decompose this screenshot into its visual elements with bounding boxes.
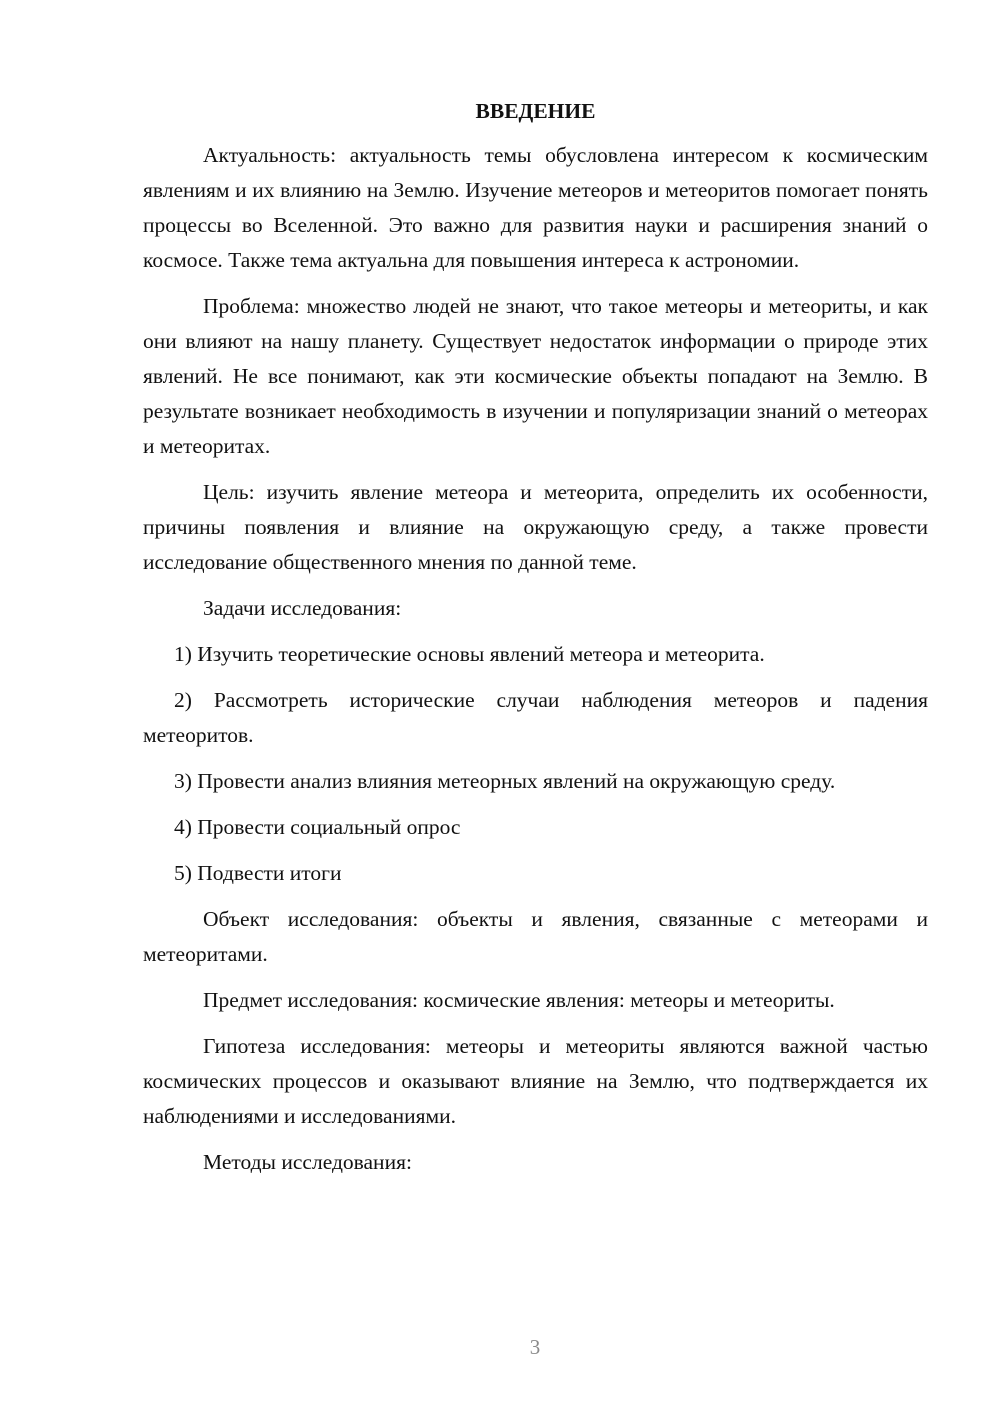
paragraph-hypothesis: Гипотеза исследования: метеоры и метеориты являются важной частью космических процессов и оказывают влияние на Землю, что подтверждается их наблюдениями и исследованиями. [143, 1034, 928, 1128]
document-page [143, 96, 928, 1191]
paragraph-problem: Проблема: множество людей не знают, что такое метеоры и метеориты, и как они влияют на нашу планету. Существует недостаток информации о природе этих явлений. Не все понимают, как эти космические объекты попадают на Землю. В результате возникает необходимость в изучении и популяризации знаний о метеорах и метеоритах. [143, 294, 928, 458]
methods-heading: Методы исследования: [203, 1150, 412, 1174]
task-item-5: 5) Подвести итоги [174, 861, 342, 885]
paragraph-goal: Цель: изучить явление метеора и метеорита, определить их особенности, причины появления и влияние на окружающую среду, а также провести исследование общественного мнения по данной теме. [143, 480, 928, 574]
task-item-3: 3) Провести анализ влияния метеорных явлений на окружающую среду. [174, 769, 836, 793]
paragraph-relevance: Актуальность: актуальность темы обусловлена интересом к космическим явлениям и их влиянию на Землю. Изучение метеоров и метеоритов помогает понять процессы во Вселенной. Это важно для развития науки и расширения знаний о космосе. Также тема актуальна для повышения интереса к астрономии. [143, 143, 928, 272]
task-item-1: 1) Изучить теоретические основы явлений метеора и метеорита. [174, 642, 765, 666]
task-item-2: 2) Рассмотреть исторические случаи наблюдения метеоров и падения метеоритов. [143, 688, 928, 747]
section-title: ВВЕДЕНИЕ [475, 99, 596, 123]
paragraph-subject: Предмет исследования: космические явления: метеоры и метеориты. [203, 988, 835, 1012]
page-number: 3 [529, 1335, 541, 1359]
task-item-4: 4) Провести социальный опрос [174, 815, 461, 839]
tasks-heading: Задачи исследования: [203, 596, 402, 620]
paragraph-object: Объект исследования: объекты и явления, связанные с метеорами и метеоритами. [143, 907, 928, 966]
